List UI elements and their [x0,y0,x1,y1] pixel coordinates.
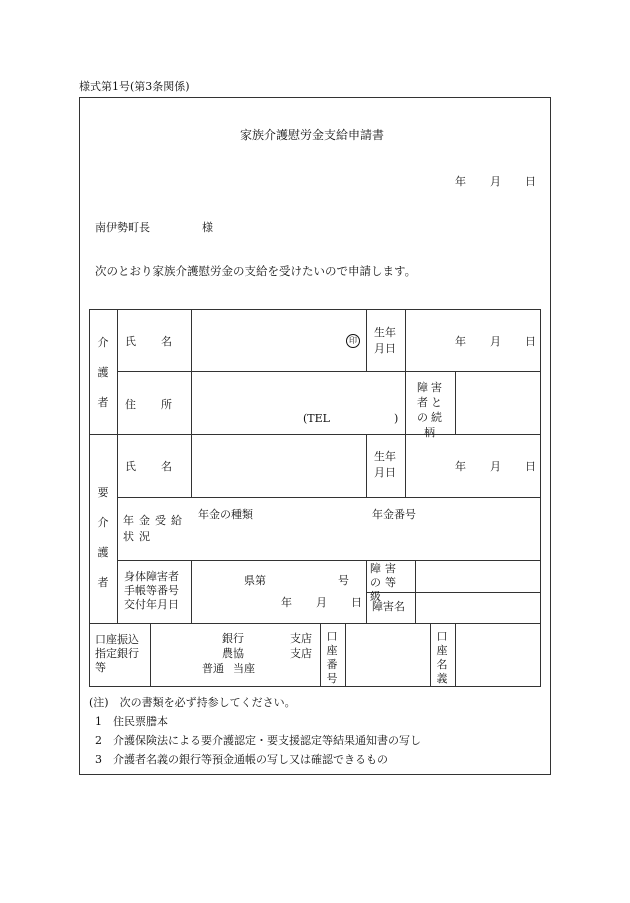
care-recipient-birth-label: 生年月日 [374,450,396,479]
caregiver-name-label: 氏 名 [125,335,173,348]
table-line [540,309,541,686]
table-line [117,309,118,623]
caregiver-section-label: 介護者 [97,336,109,409]
issue-year: 年 [281,596,292,609]
bank-branch2: 支店 [290,647,312,660]
table-line [89,309,90,686]
bank-agri: 農協 [222,647,244,660]
disability-cert-label: 身体障害者 手帳等番号 交付年月日 [124,570,179,611]
table-line [405,434,406,497]
caregiver-birth-label: 生年月日 [374,326,396,355]
bank-ordinary: 普通 [202,662,224,675]
table-line [345,623,346,686]
care-recipient-birth-year: 年 [455,460,466,473]
table-line [89,623,541,624]
caregiver-birth-day: 日 [525,335,536,348]
table-line [455,371,456,434]
table-line [117,560,541,561]
table-line [89,434,541,435]
issue-day: 日 [351,596,362,609]
caregiver-birth-year: 年 [455,335,466,348]
addressee-name: 南伊勢町長 [95,221,150,234]
issue-month: 月 [316,596,327,609]
disability-grade-label: 障害の等級 [370,562,400,603]
disability-name-label: 障害名 [372,600,405,613]
seal-mark: 印 [346,334,360,348]
addressee-honorific: 様 [202,221,213,234]
date-year: 年 [455,175,466,188]
cert-number-suffix: 号 [338,574,349,587]
table-line [89,686,541,687]
table-line [366,434,367,497]
intro-text: 次のとおり家族介護慰労金の支給を受けたいので申請します。 [95,264,417,278]
care-recipient-birth-month: 月 [490,460,501,473]
table-line [320,623,321,686]
table-line [191,434,192,497]
account-name-label: 口座名義 [436,630,448,685]
bank-branch1: 支店 [290,632,312,645]
table-line [89,309,541,310]
table-line [150,623,151,686]
table-line [405,371,406,434]
form-title: 家族介護慰労金支給申請書 [240,128,385,142]
care-recipient-section-label: 要介護者 [97,486,109,589]
form-number: 様式第1号(第3条関係) [79,80,190,93]
caregiver-birth-month: 月 [490,335,501,348]
notes-heading: (注) 次の書類を必ず持参してください。 [89,696,296,709]
table-line [117,371,541,372]
notes-item: 3 介護者名義の銀行等預金通帳の写し又は確認できるもの [95,753,388,766]
care-recipient-birth-day: 日 [525,460,536,473]
table-line [191,560,192,623]
table-line [117,497,541,498]
pension-type-label: 年金の種類 [198,508,253,521]
notes-item: 2 介護保険法による要介護認定・要支援認定等結果通知書の写し [95,734,421,747]
bank-label: 口座振込 指定銀行 等 [95,633,139,674]
prefecture-label: 県第 [244,574,266,587]
table-line [191,309,192,434]
table-line [405,309,406,372]
pension-number-label: 年金番号 [372,508,416,521]
table-line [415,560,416,623]
date-day: 日 [525,175,536,188]
table-line [366,309,367,372]
bank-current: 当座 [233,662,255,675]
care-recipient-name-label: 氏 名 [125,460,173,473]
caregiver-tel: (TEL [303,412,330,425]
pension-label: 年金受給状況 [123,514,187,543]
account-number-label: 口座番号 [326,630,338,685]
date-month: 月 [490,175,501,188]
table-line [366,560,367,623]
table-line [455,623,456,686]
caregiver-tel-close: ) [394,412,399,425]
caregiver-address-label: 住 所 [125,398,173,411]
bank-bank: 銀行 [222,632,244,645]
caregiver-relation-label: 障害者との続柄 [417,381,445,439]
table-line [430,623,431,686]
notes-item: 1 住民票謄本 [95,715,168,728]
